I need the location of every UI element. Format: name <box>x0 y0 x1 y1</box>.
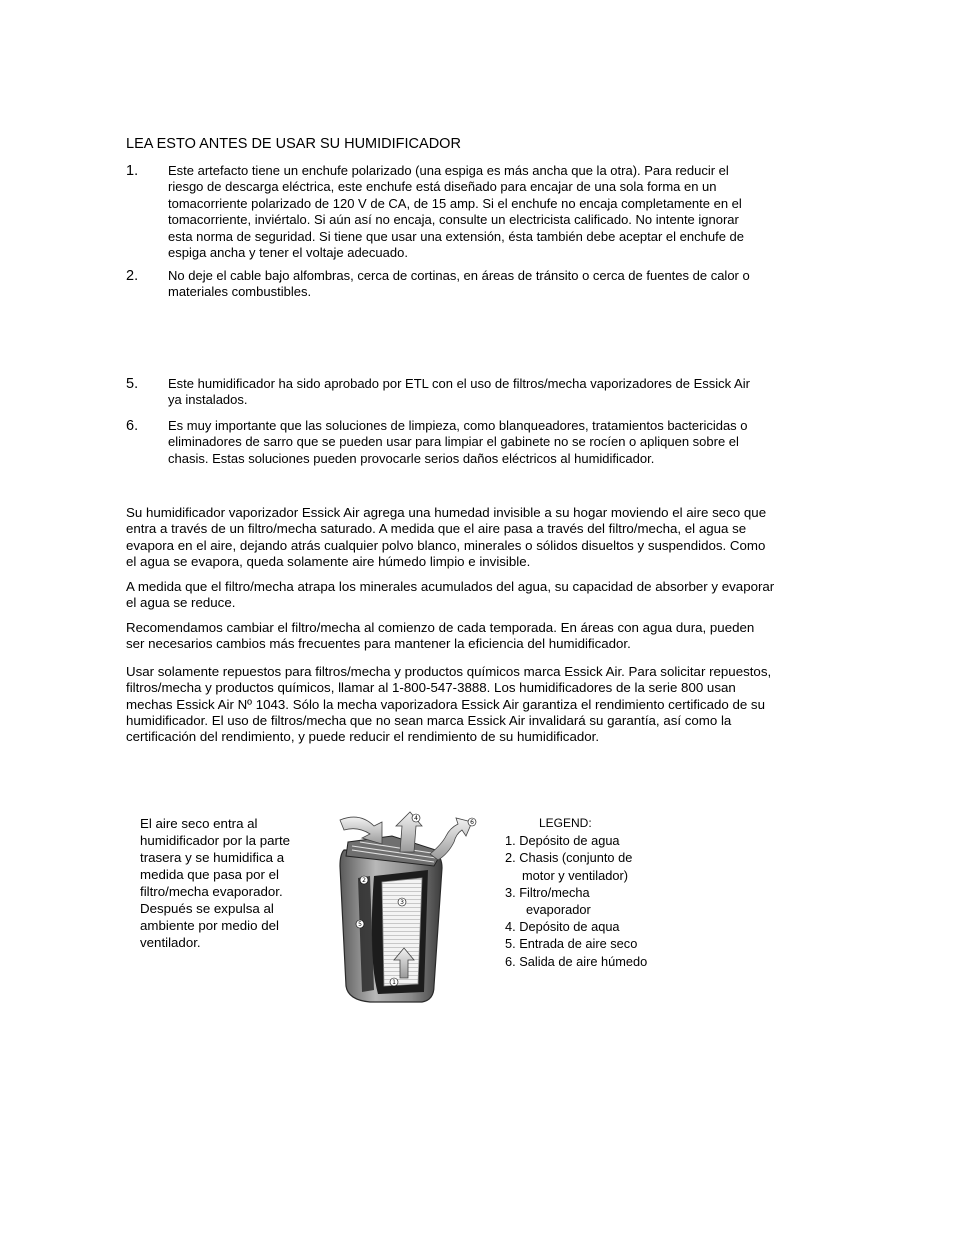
legend-item: motor y ventilador) <box>522 867 628 883</box>
text-line: chasis. Estas soluciones pueden provocarle serios daños eléctricos al humidificador. <box>168 450 655 466</box>
item-number: 6. <box>126 418 139 434</box>
paragraph <box>126 579 816 612</box>
text-line: el agua se evapora, queda solamente aire húmedo limpio e invisible. <box>126 553 531 569</box>
legend-title: LEGEND: <box>539 816 592 830</box>
text-line: entra a través de un filtro/mecha saturado. A medida que el aire pasa a través del filtro/mecha, el agua se <box>126 521 747 537</box>
callout-5: 5 <box>358 921 362 928</box>
legend-item: 4. Depósito de aqua <box>505 919 620 935</box>
callout-1: 1 <box>392 979 396 986</box>
page-heading: LEA ESTO ANTES DE USAR SU HUMIDIFICADOR <box>126 136 461 152</box>
text-line: evapora en el aire, dejando atrás cualquier polvo blanco, minerales o sólidos disueltos y suspendidos. Como <box>126 537 766 553</box>
text-line: trasera y se humidifica a <box>140 850 285 865</box>
text-line: Este humidificador ha sido aprobado por ETL con el uso de filtros/mecha vaporizadores de Essick Air <box>168 376 750 391</box>
text-line: ser necesarios cambios más frecuentes para mantener la eficiencia del humidificador. <box>126 636 631 652</box>
paragraph <box>126 664 816 745</box>
humidifier-illustration <box>330 808 480 1008</box>
text-line: riesgo de descarga eléctrica, este enchufe está diseñado para encajar de una sola forma en un <box>168 179 717 195</box>
text-line: Este artefacto tiene un enchufe polarizado (una espiga es más ancha que la otra). Para reducir el <box>168 163 729 178</box>
text-line: ya instalados. <box>168 392 248 408</box>
text-line: Después se expulsa al <box>140 901 274 916</box>
text-line: filtros/mecha y productos químicos, llamar al 1-800-547-3888. Los humidificadores de la serie 800 usan <box>126 680 736 696</box>
legend-item: 1. Depósito de agua <box>505 833 620 849</box>
text-line: filtro/mecha evaporador. <box>140 884 283 899</box>
legend-item: 6. Salida de aire húmedo <box>505 953 648 969</box>
text-line: tomacorriente polarizado de 120 V de CA, de 15 amp. Si el enchufe no encaja completamente en el <box>168 195 742 211</box>
text-line: El aire seco entra al <box>140 816 258 831</box>
item-number: 1. <box>126 163 139 179</box>
item-number: 2. <box>126 268 139 284</box>
diagram-description <box>140 815 310 951</box>
text-line: mechas Essick Air Nº 1043. Sólo la mecha vaporizadora Essick Air garantiza el rendimiento certificado de su <box>126 696 765 712</box>
legend-item: evaporador <box>526 902 591 918</box>
text-line: humidificador por la parte <box>140 833 291 848</box>
text-line: certificación del rendimiento, y puede reducir el rendimiento de su humidificador. <box>126 729 600 745</box>
text-line: eliminadores de sarro que se pueden usar para limpiar el gabinete no se rocíen o apliquen sobre el <box>168 434 739 450</box>
list-item-text <box>168 418 808 467</box>
air-out-arrow-shape <box>430 818 472 860</box>
legend-item: 3. Filtro/mecha <box>505 884 590 900</box>
text-line: espiga ancha y tener el voltaje adecuado. <box>168 245 408 261</box>
text-line: No deje el cable bajo alfombras, cerca de cortinas, en áreas de tránsito o cerca de fuentes de calor o <box>168 268 750 283</box>
list-item-text <box>168 268 808 301</box>
text-line: el agua se reduce. <box>126 595 236 611</box>
text-line: Usar solamente repuestos para filtros/mecha y productos químicos marca Essick Air. Para solicitar repuestos, <box>126 664 772 679</box>
text-line: ambiente por medio del <box>140 918 279 933</box>
paragraph <box>126 505 816 570</box>
text-line: A medida que el filtro/mecha atrapa los minerales acumulados del agua, su capacidad de absorber y evaporar <box>126 579 775 594</box>
list-item-text <box>168 163 808 261</box>
text-line: medida que pasa por el <box>140 867 279 882</box>
text-line: Recomendamos cambiar el filtro/mecha al comienzo de cada temporada. En áreas con agua dura, pueden <box>126 620 755 635</box>
text-line: Su humidificador vaporizador Essick Air agrega una humedad invisible a su hogar moviendo el aire seco que <box>126 505 767 520</box>
text-line: materiales combustibles. <box>168 284 312 300</box>
legend-item: 2. Chasis (conjunto de <box>505 850 633 866</box>
paragraph <box>126 620 816 653</box>
legend-item: 5. Entrada de aire seco <box>505 936 638 952</box>
callout-2: 2 <box>362 877 366 884</box>
diagram-legend <box>505 815 705 970</box>
text-line: tomacorriente, inviértalo. Si aún así no encaja, consulte un electricista calificado. No intente ignorar <box>168 212 739 228</box>
text-line: Es muy importante que las soluciones de limpieza, como blanqueadores, tratamientos bactericidas o <box>168 418 748 433</box>
callout-6: 6 <box>470 819 474 826</box>
callout-3: 3 <box>400 899 404 906</box>
list-item-text <box>168 376 808 409</box>
text-line: esta norma de seguridad. Si tiene que usar una extensión, ésta también debe aceptar el enchufe de <box>168 228 744 244</box>
callout-4: 4 <box>414 815 418 822</box>
text-line: ventilador. <box>140 935 201 950</box>
item-number: 5. <box>126 376 139 392</box>
text-line: humidificador. El uso de filtros/mecha que no sean marca Essick Air invalidará su garantía, así como la <box>126 712 732 728</box>
